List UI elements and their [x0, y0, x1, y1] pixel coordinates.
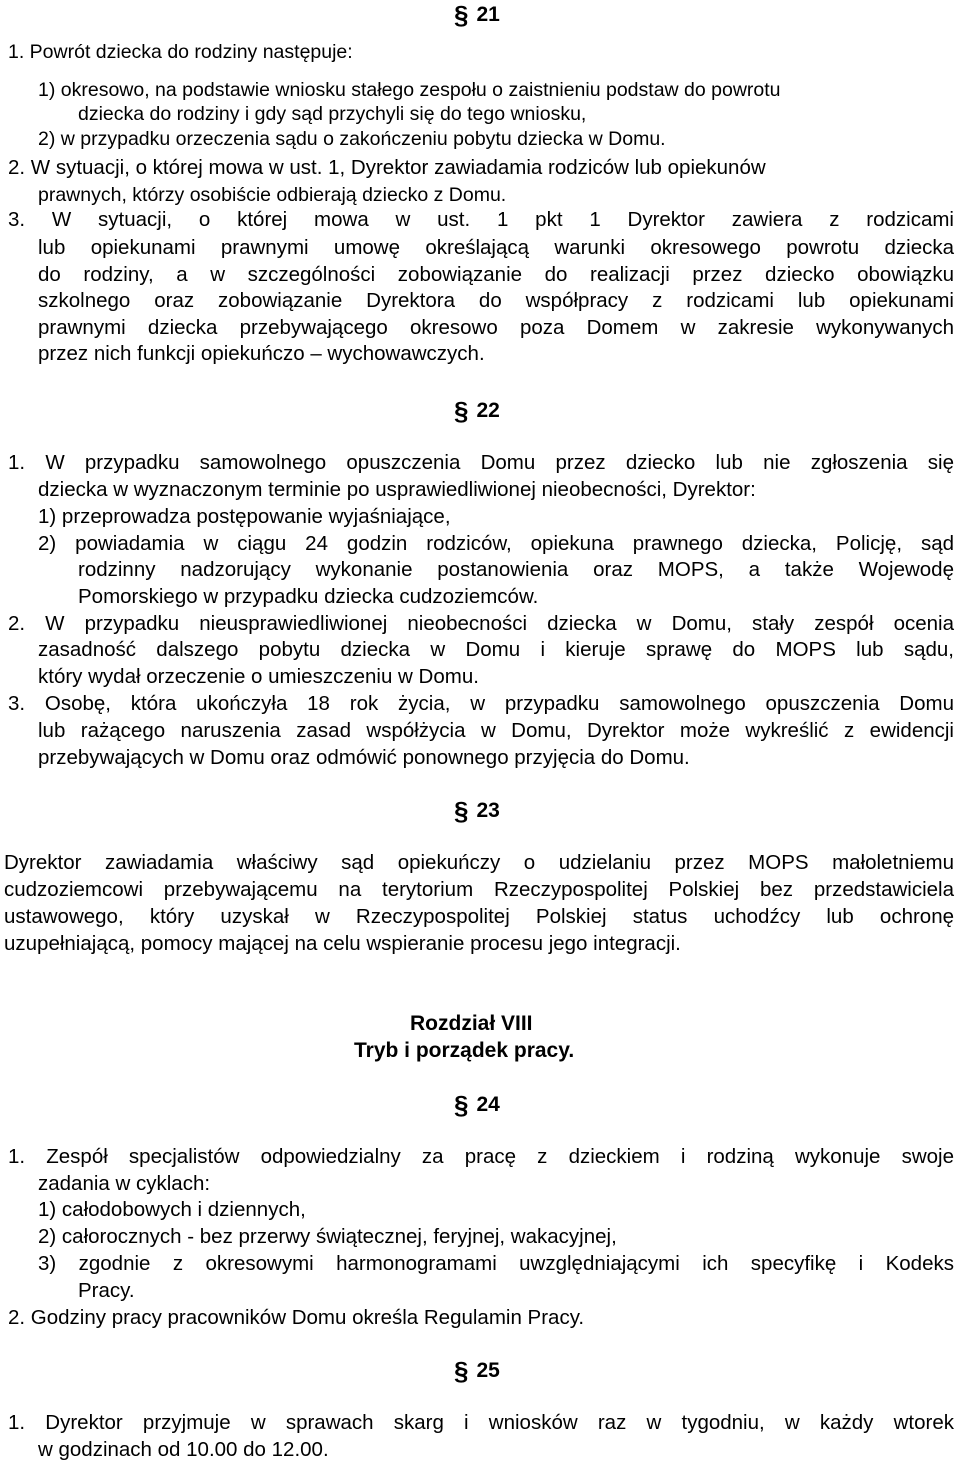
text-line: 2) całorocznych - bez przerwy świątecznej, feryjnej, wakacyjnej,: [38, 1225, 617, 1248]
text-line: przez nich funkcji opiekuńczo – wychowawczych.: [38, 342, 485, 365]
section-symbol: §: [454, 1356, 469, 1386]
text-line: 1) całodobowych i dziennych,: [38, 1198, 306, 1221]
section-symbol: §: [454, 1090, 469, 1120]
text-line: zasadność dalszego pobytu dziecka w Domu i kieruje sprawę do MOPS lub sądu,: [38, 638, 954, 661]
text-line: 2) w przypadku orzeczenia sądu o zakończeniu pobytu dziecka w Domu.: [38, 128, 666, 150]
text-line: Dyrektor zawiadamia właściwy sąd opiekuńczy o udzielaniu przez MOPS małoletniemu: [4, 851, 954, 874]
section-symbol: §: [454, 796, 469, 826]
text-line: 1. W przypadku samowolnego opuszczenia Domu przez dziecko lub nie zgłoszenia się: [8, 451, 954, 474]
text-line: dziecka do rodziny i gdy sąd przychyli się do tego wniosku,: [78, 103, 587, 125]
section-heading-24: [454, 1090, 500, 1121]
text-line: 1. Dyrektor przyjmuje w sprawach skarg i wniosków raz w tygodniu, w każdy wtorek: [8, 1411, 954, 1434]
text-line: 2. W przypadku nieusprawiedliwionej nieobecności dziecka w Domu, stały zespół ocenia: [8, 612, 954, 635]
text-line: 1) przeprowadza postępowanie wyjaśniające,: [38, 505, 451, 528]
text-line: 1) okresowo, na podstawie wniosku stałego zespołu o zaistnieniu podstaw do powrotu: [38, 79, 781, 101]
text-line: Pracy.: [78, 1279, 135, 1302]
text-line: zadania w cyklach:: [38, 1172, 211, 1195]
text-line: 2) powiadamia w ciągu 24 godzin rodziców, opiekuna prawnego dziecka, Policję, sąd: [38, 532, 954, 555]
text-line: 1. Zespół specjalistów odpowiedzialny za pracę z dzieckiem i rodziną wykonuje swoje: [8, 1145, 954, 1168]
section-heading-21: [454, 0, 500, 31]
text-line: 3. W sytuacji, o której mowa w ust. 1 pkt 1 Dyrektor zawiera z rodzicami: [8, 208, 954, 231]
text-line: prawnymi dziecka przebywającego okresowo poza Domem w zakresie wykonywanych: [38, 316, 954, 339]
text-line: rodzinny nadzorujący wykonanie postanowienia oraz MOPS, a także Wojewodę: [78, 558, 954, 581]
text-line: szkolnego oraz zobowiązanie Dyrektora do współpracy z rodzicami lub opiekunami: [38, 289, 954, 312]
text-line: 2. Godziny pracy pracowników Domu określa Regulamin Pracy.: [8, 1306, 585, 1329]
section-symbol: §: [454, 396, 469, 426]
text-line: 1. Powrót dziecka do rodziny następuje:: [8, 41, 353, 63]
section-number: 24: [476, 1093, 500, 1116]
text-line: przebywających w Domu oraz odmówić ponownego przyjęcia do Domu.: [38, 746, 690, 769]
text-line: prawnych, którzy osobiście odbierają dziecko z Domu.: [38, 184, 507, 206]
section-heading-25: [454, 1356, 500, 1387]
text-line: Pomorskiego w przypadku dziecka cudzoziemców.: [78, 585, 539, 608]
text-line: cudzoziemcowi przebywającemu na terytorium Rzeczypospolitej Polskiej bez przedstawiciela: [4, 878, 954, 901]
section-symbol: §: [454, 0, 469, 30]
section-heading-23: [454, 796, 500, 827]
section-number: 23: [476, 799, 500, 822]
text-line: uzupełniającą, pomocy mającej na celu wspieranie procesu jego integracji.: [4, 932, 681, 955]
text-line: lub rażącego naruszenia zasad współżycia w Domu, Dyrektor może wykreślić z ewidencji: [38, 719, 954, 742]
text-line: 2. W sytuacji, o której mowa w ust. 1, Dyrektor zawiadamia rodziców lub opiekunów: [8, 156, 766, 179]
text-line: 3. Osobę, która ukończyła 18 rok życia, w przypadku samowolnego opuszczenia Domu: [8, 692, 954, 715]
section-number: 25: [476, 1359, 500, 1382]
text-line: 3) zgodnie z okresowymi harmonogramami uwzględniającymi ich specyfikę i Kodeks: [38, 1252, 954, 1275]
text-line: lub opiekunami prawnymi umowę określającą warunki okresowego powrotu dziecka: [38, 236, 954, 259]
chapter-title: Rozdział VIII: [410, 1012, 533, 1035]
section-number: 22: [476, 399, 500, 422]
text-line: w godzinach od 10.00 do 12.00.: [38, 1438, 329, 1461]
section-heading-22: [454, 396, 500, 427]
text-line: dziecka w wyznaczonym terminie po usprawiedliwionej nieobecności, Dyrektor:: [38, 478, 756, 501]
chapter-subtitle: Tryb i porządek pracy.: [354, 1039, 575, 1062]
text-line: do rodziny, a w szczególności zobowiązanie do realizacji przez dziecko obowiązku: [38, 263, 954, 286]
text-line: ustawowego, który uzyskał w Rzeczypospolitej Polskiej status uchodźcy lub ochronę: [4, 905, 954, 928]
section-number: 21: [476, 3, 500, 26]
text-line: który wydał orzeczenie o umieszczeniu w Domu.: [38, 665, 479, 688]
